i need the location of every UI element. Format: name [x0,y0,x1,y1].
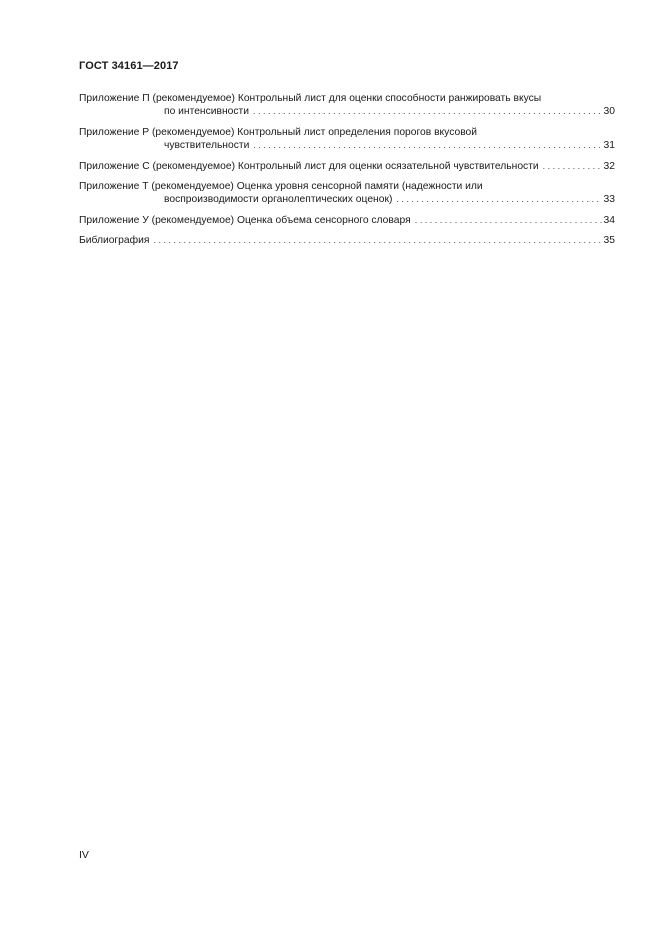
dot-leader [396,193,601,206]
toc-entry-appendix-s[interactable] [79,160,615,173]
toc-entry-bibliography[interactable] [79,234,615,247]
toc-entry-appendix-p[interactable] [79,92,615,118]
toc-entry-title-continued: воспроизводимости органолептических оценок) [164,194,393,205]
page-number-footer: IV [79,849,89,861]
toc-entry-title-continued: по интенсивности [164,106,250,117]
toc-entry-appendix-r[interactable] [79,126,615,152]
dot-leader [253,105,602,118]
toc-entry-title: Библиография [79,235,150,246]
dot-leader [153,234,601,247]
toc-entry-title: Приложение П (рекомендуемое) Контрольный лист для оценки способности ранжировать вкусы [79,93,542,104]
toc-entry-title: Приложение Р (рекомендуемое) Контрольный лист определения порогов вкусовой [79,127,478,138]
toc-page-number: 33 [603,194,615,205]
toc-entry-title: Приложение С (рекомендуемое) Контрольный лист для оценки осязательной чувствительности [79,161,539,172]
toc-page-number: 30 [603,106,615,117]
dot-leader [253,139,601,152]
toc-page-number: 35 [603,235,615,246]
toc-entry-appendix-t[interactable] [79,180,615,206]
toc-page-number: 34 [603,215,615,226]
dot-leader [543,160,602,173]
toc-page-number: 31 [603,140,615,151]
toc-entry-title: Приложение Т (рекомендуемое) Оценка уровня сенсорной памяти (надежности или [79,181,483,192]
toc-entry-appendix-u[interactable] [79,214,615,227]
toc-page-number: 32 [603,161,615,172]
toc-entry-title-continued: чувствительности [164,140,250,151]
toc-entry-title: Приложение У (рекомендуемое) Оценка объема сенсорного словаря [79,215,411,226]
dot-leader [415,214,602,227]
document-header: ГОСТ 34161—2017 [79,60,179,72]
table-of-contents [79,92,615,254]
